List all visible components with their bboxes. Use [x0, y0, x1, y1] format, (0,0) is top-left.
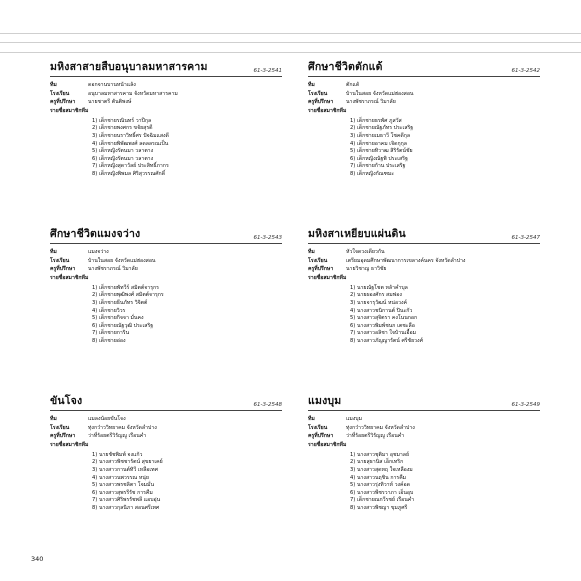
- school-name: ทุ่งกว๋าววิทยาคม จังหวัดลำปาง: [346, 424, 415, 431]
- school-name-row: [308, 90, 540, 99]
- team-name-label: ทีม: [308, 416, 315, 423]
- member-item: 3) เด็กชายธีนภัทร วิจิตต์: [92, 299, 148, 306]
- team-name-row: [50, 415, 282, 424]
- member-list: [350, 117, 540, 178]
- member-item: 3) นางสาวสุดหฤ ใจเหลืองม: [350, 466, 413, 473]
- member-item: 8) เด็กหญิงพิพมล ศิริสุวรรณศักดิ์: [92, 170, 166, 177]
- school-name-row: [308, 257, 540, 266]
- advisor-name-row: [308, 265, 540, 274]
- advisor-name: นายชาตรี ตันติพงษ์: [88, 99, 132, 106]
- member-item: 3) เด็กชายเมธาวี โชคดีกุล: [350, 132, 411, 139]
- member-item: 6) เด็กหญิงรัตนมา วลาตาง: [92, 155, 154, 162]
- members-label: รายชื่อสมาชิกทีม: [308, 107, 347, 114]
- member-item: 5) เด็กชายกิจจา มั่นคง: [92, 315, 144, 322]
- member-item: 4) นางสาวนพวรรณ หนุ่ย: [92, 474, 149, 481]
- member-item: 8) นางสาวพิชญา ขุมภูศรี: [350, 504, 408, 511]
- team-name-label: ทีม: [50, 416, 57, 423]
- member-item: 4) เด็กชายวิวร: [92, 307, 126, 314]
- member-item: 1) นายชัชพิมพ์ จงแก้ว: [92, 451, 143, 458]
- member-item: 7) เด็กหญิงสุดาวัลย์ ประสิทธิ์ภากร: [92, 163, 169, 170]
- background-rule: [0, 52, 581, 53]
- school-name: บ้านในสอย จังหวัดแม่ฮ่องสอน: [88, 257, 156, 264]
- project-entry: [50, 229, 282, 345]
- member-item: 6) เด็กหญิงณัฐพิ ประเสริฐ: [350, 155, 408, 162]
- advisor-name-label: ครูที่ปรึกษา: [308, 433, 334, 440]
- entry-title: ศึกษาชีวิตแมงจว่าง: [50, 228, 141, 240]
- member-item: 5) เด็กหญิงรัตนมา วลาตาง: [92, 148, 154, 155]
- member-item: 7) นางสาวศิริพรรัชพลี แอบอุ่น: [92, 497, 161, 504]
- team-name-row: [308, 81, 540, 90]
- member-item: 2) นางสาวพิชชารัตน์ สุขยาเคย์: [92, 459, 163, 466]
- team-name-label: ทีม: [308, 249, 315, 256]
- advisor-name-row: [308, 432, 540, 441]
- school-name-label: โรงเรียน: [308, 424, 328, 431]
- members-label: รายชื่อสมาชิกทีม: [308, 441, 347, 448]
- school-name-row: [308, 424, 540, 433]
- entry-header: [308, 229, 540, 244]
- school-name-row: [50, 424, 282, 433]
- member-item: 7) เด็กชายการิน: [92, 330, 130, 337]
- member-item: 5) นางสาวพรชลิตา โจมมั่น: [92, 482, 155, 489]
- school-name-label: โรงเรียน: [308, 90, 328, 97]
- member-item: 8) เด็กชายอ่อง: [92, 337, 126, 344]
- advisor-name-label: ครูที่ปรึกษา: [308, 99, 334, 106]
- school-name: ทุ่งกว๋าววิทยาคม จังหวัดลำปาง: [88, 424, 157, 431]
- member-item: 5) นางสาวสุจิตรา คงโนนกอก: [350, 315, 418, 322]
- member-item: 2) เด็กชายณัฐภัทร ประเสริฐ: [350, 125, 414, 132]
- members-label: รายชื่อสมาชิกทีม: [50, 274, 89, 281]
- member-item: 4) เด็กชายอาคม เจิดกุกุล: [350, 140, 407, 147]
- advisor-name-row: [50, 265, 282, 274]
- member-list: [92, 284, 282, 345]
- advisor-name: ว่าที่ร้อยตรีวิรัญญู เรือนคำ: [346, 433, 405, 440]
- school-name: เตรียมอุดมศึกษาพัฒนาการเขลางค์นคร จังหวัดลำปาง: [346, 257, 466, 264]
- member-item: 8) นางสาวกุลนิภา สอนศรีเทศ: [92, 504, 160, 511]
- member-item: 7) เด็กชายณกวีรชย์ เรือนคำ: [350, 497, 415, 504]
- member-item: 6) เด็กชายณัฐวุฒิ ประเสริฐ: [92, 322, 154, 329]
- entry-header: [50, 229, 282, 244]
- entry-header: [50, 62, 282, 77]
- team-name-label: ทีม: [50, 249, 57, 256]
- team-name-row: [50, 248, 282, 257]
- members-label: รายชื่อสมาชิกทีม: [50, 107, 89, 114]
- member-item: 6) นางสาวสุพรรีรัช การคืม: [92, 489, 153, 496]
- entry-header: [308, 62, 540, 77]
- entry-code: 61-3-2542: [511, 68, 540, 74]
- entry-title: แมงบุม: [308, 395, 342, 407]
- members-label: รายชื่อสมาชิกทีม: [50, 441, 89, 448]
- member-list: [92, 117, 282, 178]
- project-entry: [50, 62, 282, 178]
- school-name: อนุบาลมหาสารคาม จังหวัดมหาสารคาม: [88, 90, 178, 97]
- team-name-label: ทีม: [50, 82, 57, 89]
- team-name-row: [50, 81, 282, 90]
- project-entry: [308, 396, 540, 512]
- entry-code: 61-3-2543: [253, 235, 282, 241]
- advisor-name-row: [50, 98, 282, 107]
- entry-code: 61-3-2547: [511, 235, 540, 241]
- team-name-row: [308, 248, 540, 257]
- member-item: 5) นางสาวรุ่งทิวาห์ วงค์อด: [350, 482, 410, 489]
- advisor-name-label: ครูที่ปรึกษา: [50, 99, 76, 106]
- member-item: 3) เด็กชายนราวิทธิ์ศร ปัจฉิมแสงดี: [92, 132, 169, 139]
- member-item: 2) นายสุธานิส เอ็กเทริก: [350, 459, 404, 466]
- member-list: [350, 451, 540, 512]
- advisor-name-label: ครูที่ปรึกษา: [50, 266, 76, 273]
- member-item: 2) เด็กชายพงศกร ขจัยสุรดี: [92, 125, 153, 132]
- entry-title: มหิงสาสายสืบอนุบาลมหาสารคาม: [50, 61, 208, 73]
- member-item: 6) นางสาวพิมพ์ชนก เตชะลือ: [350, 322, 415, 329]
- team-name: แมงจว่าง: [88, 249, 109, 256]
- school-name: บ้านในสอย จังหวัดแม่ฮ่องสอน: [346, 90, 414, 97]
- member-item: 1) เด็กชายรณินทร์ วาปีกุล: [92, 117, 152, 124]
- member-item: 2) นายผองศักร สมฟอง: [350, 292, 402, 299]
- advisor-name: ว่าที่ร้อยตรีวิรัญญู เรือนคำ: [88, 433, 147, 440]
- member-item: 7) เด็กชายก้าน ประเสริฐ: [350, 163, 406, 170]
- school-name-row: [50, 257, 282, 266]
- member-item: 8) นางสาวภัญญารัตน์ ศรีชัยวงศ์: [350, 337, 423, 344]
- team-name: ตักแด้: [346, 82, 360, 89]
- member-list: [350, 284, 540, 345]
- advisor-name: นางพัชราภรณ์ วิมาลัย: [88, 266, 138, 273]
- member-item: 4) นางสาวชนิกานต์ ปินะกัว: [350, 307, 413, 314]
- advisor-name: นายวิชาญ ธาวิชัย: [346, 266, 387, 273]
- entry-code: 61-3-2541: [253, 68, 282, 74]
- project-entry: [308, 62, 540, 178]
- advisor-name: นางพัชราภรณ์ วิมาลัย: [346, 99, 396, 106]
- member-item: 1) เด็กชายธรพัศ ภูสวัส: [350, 117, 402, 124]
- project-entry: [308, 229, 540, 345]
- advisor-name-row: [50, 432, 282, 441]
- entry-header: [308, 396, 540, 411]
- member-item: 1) นายณัฐโชต หล้าคำบุล: [350, 284, 408, 291]
- school-name-label: โรงเรียน: [308, 257, 328, 264]
- member-item: 1) เด็กชายพัทวีร์ สมิตต์จารุกร: [92, 284, 159, 291]
- advisor-name-row: [308, 98, 540, 107]
- member-item: 6) นางสาวพีชรวาภา เอ็นอุบ: [350, 489, 414, 496]
- member-item: 5) เด็กชายทิวาฒ สิริรัตน์ชัย: [350, 148, 413, 155]
- members-label: รายชื่อสมาชิกทีม: [308, 274, 347, 281]
- entry-code: 61-3-2549: [511, 402, 540, 408]
- team-name: ดอกจานบานหน้าแล้ง: [88, 82, 136, 89]
- school-name-label: โรงเรียน: [50, 424, 70, 431]
- team-name: หัวใจดวงเดียวกัน: [346, 249, 385, 256]
- page-number: 340: [31, 555, 44, 563]
- member-list: [92, 451, 282, 512]
- advisor-name-label: ครูที่ปรึกษา: [50, 433, 76, 440]
- member-item: 2) เด็กชายพุฒิพงศ์ สมิตต์จารุกร: [92, 292, 164, 299]
- project-entry: [50, 396, 282, 512]
- school-name-row: [50, 90, 282, 99]
- member-item: 4) นางสาวนฤชิน การคืม: [350, 474, 407, 481]
- member-item: 1) นางสาวชุติมา อุชมาลย์: [350, 451, 410, 458]
- school-name-label: โรงเรียน: [50, 90, 70, 97]
- advisor-name-label: ครูที่ปรึกษา: [308, 266, 334, 273]
- member-item: 7) นางสาวอลิชา ใจบ้านเอื้อม: [350, 330, 417, 337]
- team-name-row: [308, 415, 540, 424]
- entry-title: มหิงสาเหยียบแผ่นดิน: [308, 228, 406, 240]
- member-item: 3) นายจารุวัฒน์ หน่อวงค์: [350, 299, 408, 306]
- school-name-label: โรงเรียน: [50, 257, 70, 264]
- background-rule: [0, 33, 581, 34]
- entry-code: 61-3-2548: [253, 402, 282, 408]
- background-rule: [0, 42, 581, 43]
- entry-title: ขันโจง: [50, 395, 83, 407]
- entry-title: ศึกษาชีวิตตักแด้: [308, 61, 383, 73]
- member-item: 8) เด็กหญิงกัณฑมะ: [350, 170, 395, 177]
- team-name-label: ทีม: [308, 82, 315, 89]
- team-name: แมลงน้อยขันโจง: [88, 416, 126, 423]
- team-name: แมงบุม: [346, 416, 363, 423]
- member-item: 3) นางสาวกานต์ทิวี เหลือเทศ: [92, 466, 158, 473]
- member-item: 4) เด็กชายพิพัฒพงศ์ ลดลลรณเป็น: [92, 140, 169, 147]
- entry-header: [50, 396, 282, 411]
